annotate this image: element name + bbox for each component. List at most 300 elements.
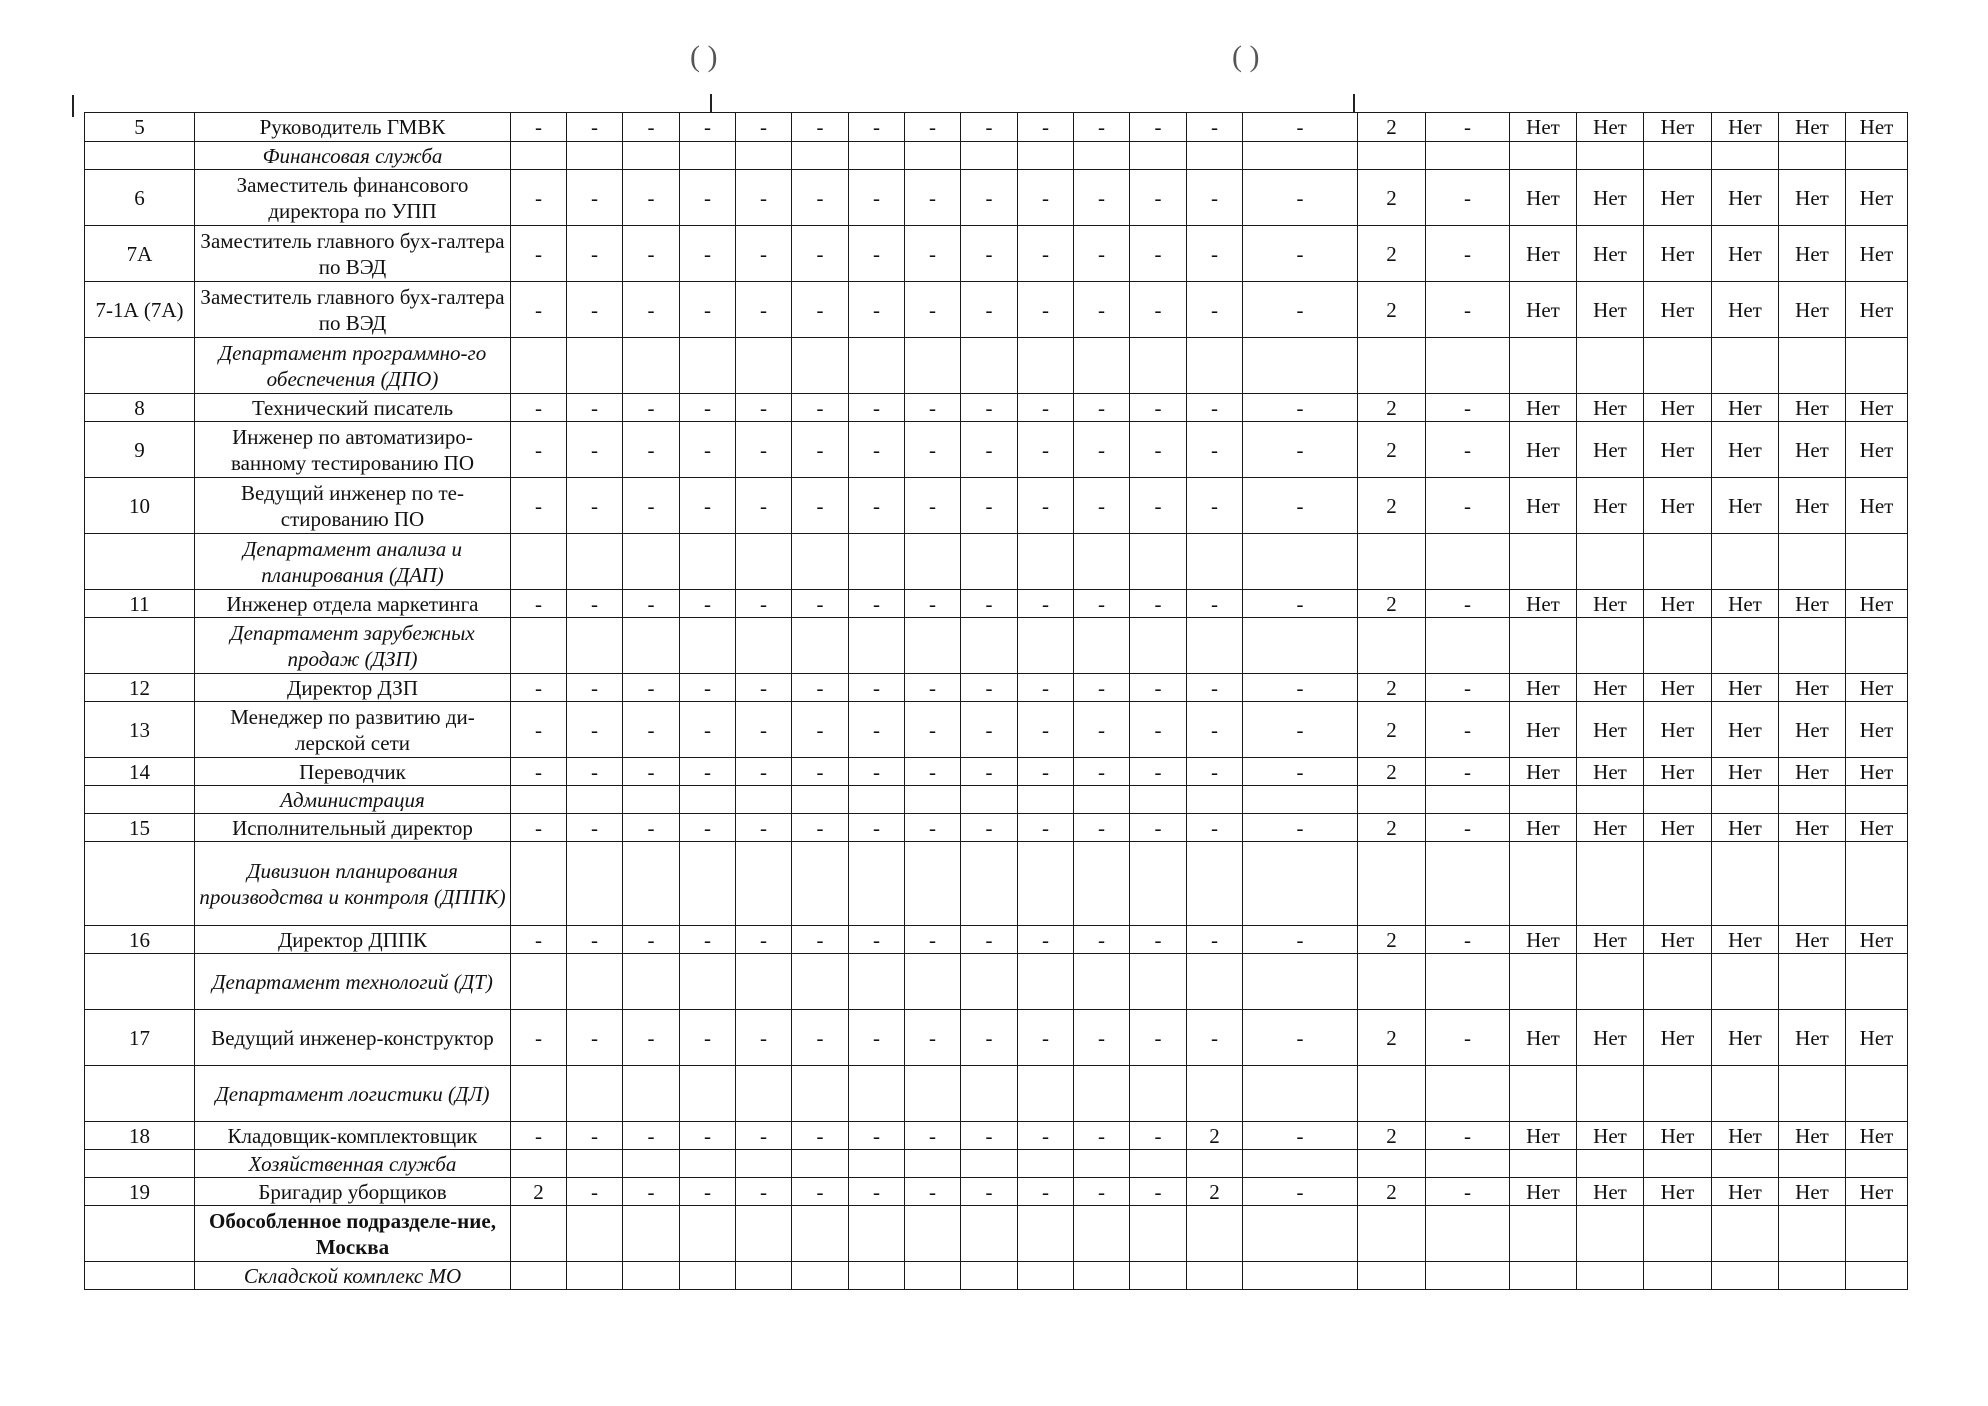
value-cell: - (961, 1178, 1018, 1206)
position-name: Исполнительный директор (195, 814, 511, 842)
value-cell (1779, 534, 1846, 590)
value-cell: - (623, 814, 680, 842)
value-cell (905, 954, 961, 1010)
value-cell: Нет (1577, 1122, 1644, 1150)
value-cell: - (567, 702, 623, 758)
value-cell (961, 954, 1018, 1010)
margin-tick (72, 95, 74, 117)
value-cell: 2 (1358, 226, 1426, 282)
value-cell: 2 (1358, 1122, 1426, 1150)
row-number: 17 (85, 1010, 195, 1066)
value-cell (623, 1066, 680, 1122)
value-cell: - (849, 394, 905, 422)
value-cell: - (1426, 702, 1510, 758)
binding-hole-mark: ( ) (1232, 40, 1260, 73)
value-cell: Нет (1712, 1178, 1779, 1206)
value-cell: - (567, 226, 623, 282)
value-cell (1644, 786, 1712, 814)
value-cell: - (680, 422, 736, 478)
value-cell (961, 618, 1018, 674)
value-cell (680, 534, 736, 590)
value-cell: - (792, 226, 849, 282)
value-cell: - (961, 394, 1018, 422)
value-cell (1358, 618, 1426, 674)
table-row (85, 1178, 1908, 1206)
value-cell (1712, 1066, 1779, 1122)
value-cell (1074, 1150, 1130, 1178)
value-cell (792, 954, 849, 1010)
section-header-row (85, 1262, 1908, 1290)
value-cell (961, 1262, 1018, 1290)
value-cell (792, 1206, 849, 1262)
value-cell: - (1018, 282, 1074, 338)
value-cell (1243, 1066, 1358, 1122)
value-cell (1130, 1066, 1187, 1122)
section-name: Дивизион планирования производства и контроля (ДППК) (195, 842, 511, 926)
value-cell: Нет (1779, 478, 1846, 534)
value-cell: - (905, 422, 961, 478)
value-cell: 2 (1358, 590, 1426, 618)
value-cell: Нет (1577, 814, 1644, 842)
value-cell: - (849, 1178, 905, 1206)
value-cell (1846, 338, 1908, 394)
value-cell (1358, 338, 1426, 394)
value-cell (1577, 142, 1644, 170)
table-row (85, 926, 1908, 954)
value-cell: - (849, 590, 905, 618)
value-cell (1644, 618, 1712, 674)
value-cell: - (792, 170, 849, 226)
value-cell: - (680, 394, 736, 422)
value-cell (736, 338, 792, 394)
value-cell (1187, 142, 1243, 170)
value-cell: - (1074, 590, 1130, 618)
value-cell: Нет (1510, 113, 1577, 142)
value-cell: Нет (1510, 1122, 1577, 1150)
value-cell: - (567, 478, 623, 534)
value-cell: Нет (1846, 422, 1908, 478)
value-cell: - (1187, 674, 1243, 702)
value-cell: - (792, 282, 849, 338)
row-number (85, 338, 195, 394)
table-row (85, 478, 1908, 534)
value-cell (511, 338, 567, 394)
value-cell: - (1130, 422, 1187, 478)
value-cell: - (680, 170, 736, 226)
value-cell: - (1074, 702, 1130, 758)
value-cell: - (1243, 394, 1358, 422)
value-cell: - (567, 758, 623, 786)
value-cell: - (1074, 422, 1130, 478)
value-cell (905, 142, 961, 170)
value-cell (511, 142, 567, 170)
value-cell: Нет (1644, 1010, 1712, 1066)
value-cell: - (961, 674, 1018, 702)
row-number: 15 (85, 814, 195, 842)
value-cell: Нет (1577, 674, 1644, 702)
value-cell: - (1130, 1010, 1187, 1066)
value-cell: - (1130, 674, 1187, 702)
value-cell: Нет (1712, 674, 1779, 702)
value-cell (1018, 954, 1074, 1010)
row-number: 11 (85, 590, 195, 618)
value-cell: - (1426, 422, 1510, 478)
value-cell (1130, 1262, 1187, 1290)
value-cell (1358, 142, 1426, 170)
value-cell: - (961, 590, 1018, 618)
value-cell: Нет (1510, 478, 1577, 534)
margin-tick (1353, 94, 1355, 112)
value-cell: - (623, 282, 680, 338)
value-cell: - (961, 702, 1018, 758)
value-cell (1187, 842, 1243, 926)
value-cell (511, 1206, 567, 1262)
value-cell: Нет (1779, 1010, 1846, 1066)
value-cell: - (1074, 814, 1130, 842)
value-cell: - (511, 1122, 567, 1150)
value-cell: - (1426, 170, 1510, 226)
value-cell: - (792, 113, 849, 142)
value-cell: - (1426, 282, 1510, 338)
value-cell: - (680, 226, 736, 282)
row-number (85, 1150, 195, 1178)
table-row (85, 674, 1908, 702)
value-cell (1187, 618, 1243, 674)
value-cell (1846, 842, 1908, 926)
value-cell: - (1018, 1178, 1074, 1206)
value-cell: Нет (1510, 758, 1577, 786)
value-cell: Нет (1510, 394, 1577, 422)
row-number: 7-1А (7А) (85, 282, 195, 338)
table-row (85, 1122, 1908, 1150)
value-cell: - (736, 590, 792, 618)
value-cell: - (623, 674, 680, 702)
value-cell (1779, 954, 1846, 1010)
value-cell: 2 (1358, 394, 1426, 422)
value-cell: Нет (1712, 814, 1779, 842)
value-cell: - (1130, 702, 1187, 758)
value-cell: - (567, 394, 623, 422)
value-cell (905, 618, 961, 674)
value-cell: - (1018, 1010, 1074, 1066)
value-cell: - (1243, 702, 1358, 758)
table-body (85, 113, 1908, 1290)
value-cell (849, 842, 905, 926)
value-cell: Нет (1712, 226, 1779, 282)
value-cell: - (849, 814, 905, 842)
section-name: Департамент логистики (ДЛ) (195, 1066, 511, 1122)
section-name: Складской комплекс МО (195, 1262, 511, 1290)
value-cell: - (1130, 926, 1187, 954)
value-cell (1187, 1066, 1243, 1122)
row-number: 18 (85, 1122, 195, 1150)
section-name: Администрация (195, 786, 511, 814)
value-cell (1358, 842, 1426, 926)
value-cell (511, 842, 567, 926)
value-cell (1712, 1262, 1779, 1290)
value-cell: - (1074, 674, 1130, 702)
value-cell (1510, 534, 1577, 590)
value-cell (1712, 534, 1779, 590)
value-cell (1130, 618, 1187, 674)
value-cell (792, 338, 849, 394)
value-cell: - (905, 674, 961, 702)
value-cell (1577, 534, 1644, 590)
value-cell (792, 1150, 849, 1178)
value-cell (1846, 534, 1908, 590)
value-cell: 2 (1358, 702, 1426, 758)
value-cell (905, 842, 961, 926)
position-name: Бригадир уборщиков (195, 1178, 511, 1206)
value-cell (623, 534, 680, 590)
value-cell (1577, 618, 1644, 674)
value-cell: Нет (1779, 113, 1846, 142)
value-cell (1018, 842, 1074, 926)
margin-tick (710, 94, 712, 112)
value-cell: - (623, 422, 680, 478)
value-cell (1644, 534, 1712, 590)
value-cell (1074, 842, 1130, 926)
value-cell: Нет (1846, 1178, 1908, 1206)
value-cell: - (736, 674, 792, 702)
value-cell: - (1018, 758, 1074, 786)
position-name: Директор ДППК (195, 926, 511, 954)
value-cell: - (567, 1178, 623, 1206)
value-cell (792, 786, 849, 814)
value-cell: - (680, 282, 736, 338)
value-cell: - (1243, 478, 1358, 534)
value-cell: - (1130, 226, 1187, 282)
value-cell: - (1187, 814, 1243, 842)
section-name: Департамент технологий (ДТ) (195, 954, 511, 1010)
value-cell (1846, 954, 1908, 1010)
value-cell: - (1130, 282, 1187, 338)
value-cell (1130, 1206, 1187, 1262)
value-cell: - (1130, 394, 1187, 422)
value-cell: Нет (1712, 282, 1779, 338)
value-cell: - (1074, 478, 1130, 534)
table-row (85, 422, 1908, 478)
value-cell: Нет (1779, 1178, 1846, 1206)
value-cell: - (1187, 170, 1243, 226)
value-cell (849, 534, 905, 590)
value-cell: - (905, 926, 961, 954)
value-cell (1426, 1262, 1510, 1290)
value-cell: Нет (1510, 590, 1577, 618)
value-cell: - (1130, 478, 1187, 534)
value-cell: - (905, 1178, 961, 1206)
value-cell (1577, 842, 1644, 926)
value-cell: 2 (1358, 1178, 1426, 1206)
value-cell (1358, 786, 1426, 814)
value-cell (1712, 1206, 1779, 1262)
value-cell: - (849, 674, 905, 702)
value-cell: - (792, 674, 849, 702)
value-cell (1779, 1066, 1846, 1122)
row-number: 8 (85, 394, 195, 422)
value-cell: - (511, 702, 567, 758)
value-cell: - (511, 422, 567, 478)
value-cell: - (623, 702, 680, 758)
value-cell: 2 (1358, 282, 1426, 338)
value-cell: - (1243, 1178, 1358, 1206)
value-cell (1074, 1262, 1130, 1290)
value-cell: - (849, 282, 905, 338)
row-number (85, 618, 195, 674)
value-cell (736, 786, 792, 814)
value-cell: Нет (1846, 758, 1908, 786)
value-cell: - (1018, 394, 1074, 422)
value-cell (1644, 142, 1712, 170)
value-cell (792, 618, 849, 674)
value-cell: - (1130, 758, 1187, 786)
value-cell: - (736, 282, 792, 338)
value-cell: Нет (1577, 758, 1644, 786)
value-cell: - (736, 478, 792, 534)
value-cell: - (792, 590, 849, 618)
value-cell: - (511, 170, 567, 226)
value-cell (792, 142, 849, 170)
value-cell: - (1426, 1178, 1510, 1206)
value-cell (905, 786, 961, 814)
value-cell (1018, 142, 1074, 170)
value-cell (905, 338, 961, 394)
value-cell: - (1074, 394, 1130, 422)
value-cell: Нет (1712, 702, 1779, 758)
value-cell (849, 954, 905, 1010)
section-name: Департамент зарубежных продаж (ДЗП) (195, 618, 511, 674)
value-cell (680, 842, 736, 926)
value-cell: - (1426, 674, 1510, 702)
value-cell: - (511, 1010, 567, 1066)
value-cell (1510, 338, 1577, 394)
value-cell: Нет (1712, 926, 1779, 954)
value-cell: 2 (1358, 170, 1426, 226)
value-cell (1018, 786, 1074, 814)
value-cell: - (511, 113, 567, 142)
value-cell: - (1074, 1010, 1130, 1066)
value-cell (736, 1206, 792, 1262)
row-number: 6 (85, 170, 195, 226)
value-cell (1846, 1206, 1908, 1262)
value-cell: - (905, 113, 961, 142)
value-cell: - (1426, 113, 1510, 142)
row-number (85, 842, 195, 926)
position-name: Ведущий инженер-конструктор (195, 1010, 511, 1066)
value-cell: Нет (1846, 226, 1908, 282)
value-cell: Нет (1712, 478, 1779, 534)
value-cell: - (1018, 478, 1074, 534)
position-name: Заместитель главного бух-галтера по ВЭД (195, 282, 511, 338)
value-cell: - (1243, 590, 1358, 618)
table-row (85, 394, 1908, 422)
value-cell (1510, 954, 1577, 1010)
value-cell (1358, 1206, 1426, 1262)
value-cell (1426, 842, 1510, 926)
value-cell: - (1074, 113, 1130, 142)
value-cell (1074, 534, 1130, 590)
value-cell (1712, 618, 1779, 674)
value-cell (567, 1066, 623, 1122)
value-cell (736, 1150, 792, 1178)
value-cell: - (1074, 226, 1130, 282)
value-cell: - (905, 702, 961, 758)
value-cell: - (736, 1178, 792, 1206)
value-cell: - (623, 1178, 680, 1206)
value-cell (1187, 534, 1243, 590)
value-cell (1644, 842, 1712, 926)
value-cell: - (1130, 113, 1187, 142)
value-cell (1130, 534, 1187, 590)
value-cell (961, 1206, 1018, 1262)
value-cell: - (623, 590, 680, 618)
value-cell: Нет (1712, 758, 1779, 786)
value-cell (1779, 1150, 1846, 1178)
value-cell (1243, 534, 1358, 590)
value-cell: 2 (1358, 422, 1426, 478)
position-name: Директор ДЗП (195, 674, 511, 702)
value-cell: - (1243, 674, 1358, 702)
value-cell (680, 142, 736, 170)
value-cell: - (567, 170, 623, 226)
value-cell (1644, 1206, 1712, 1262)
position-name: Технический писатель (195, 394, 511, 422)
value-cell: - (849, 702, 905, 758)
value-cell: Нет (1644, 702, 1712, 758)
value-cell: - (1426, 226, 1510, 282)
value-cell: Нет (1779, 1122, 1846, 1150)
value-cell: - (511, 282, 567, 338)
value-cell: - (680, 758, 736, 786)
row-number: 16 (85, 926, 195, 954)
value-cell: - (623, 1122, 680, 1150)
value-cell (1243, 618, 1358, 674)
value-cell: Нет (1712, 113, 1779, 142)
value-cell: Нет (1510, 226, 1577, 282)
value-cell (849, 1262, 905, 1290)
value-cell: - (1074, 170, 1130, 226)
value-cell (792, 534, 849, 590)
value-cell: 2 (1358, 674, 1426, 702)
value-cell: Нет (1644, 1178, 1712, 1206)
value-cell (1074, 142, 1130, 170)
value-cell (623, 786, 680, 814)
value-cell: - (567, 814, 623, 842)
value-cell (567, 842, 623, 926)
value-cell (1779, 618, 1846, 674)
value-cell: - (680, 702, 736, 758)
value-cell: Нет (1779, 674, 1846, 702)
value-cell: - (1243, 226, 1358, 282)
value-cell (567, 954, 623, 1010)
value-cell: Нет (1577, 170, 1644, 226)
value-cell: Нет (1644, 422, 1712, 478)
value-cell: Нет (1577, 226, 1644, 282)
value-cell: - (680, 113, 736, 142)
row-number: 13 (85, 702, 195, 758)
value-cell: Нет (1577, 113, 1644, 142)
value-cell: - (511, 926, 567, 954)
value-cell (1130, 1150, 1187, 1178)
row-number (85, 1066, 195, 1122)
value-cell (623, 1262, 680, 1290)
value-cell: - (849, 170, 905, 226)
value-cell (736, 954, 792, 1010)
value-cell (1074, 786, 1130, 814)
value-cell (1130, 142, 1187, 170)
value-cell (567, 1262, 623, 1290)
value-cell (1426, 954, 1510, 1010)
